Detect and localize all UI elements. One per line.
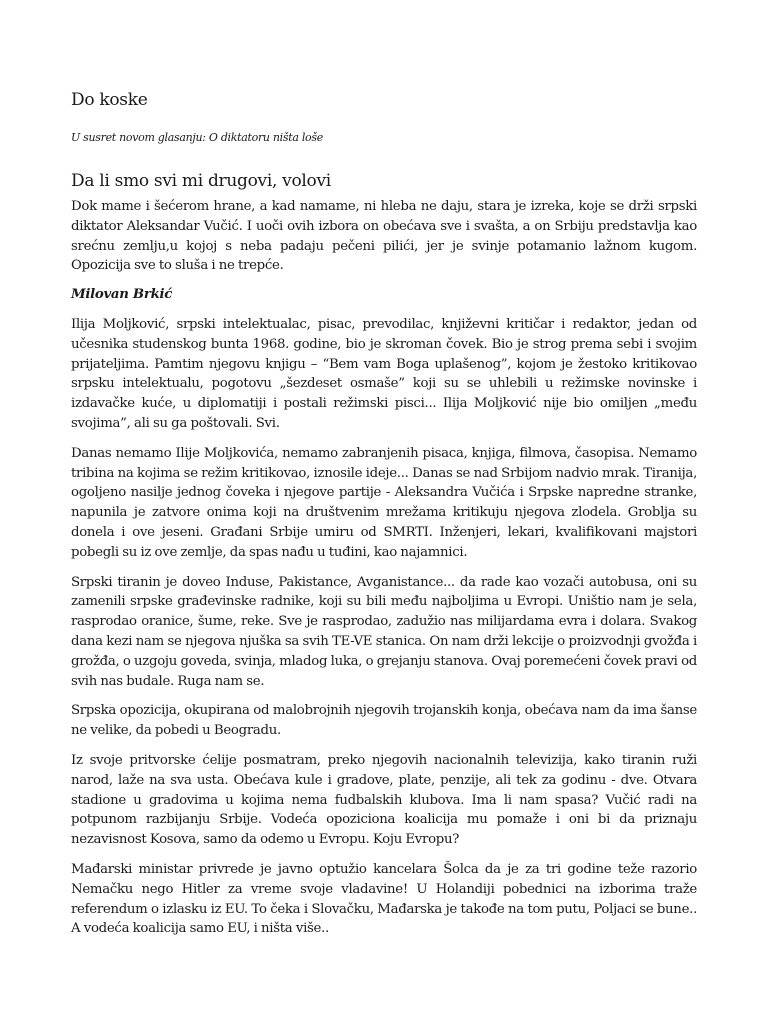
body-paragraph: Ilija Moljković, srpski intelektualac, pisac, prevodilac, književni kritičar i redaktor, jedan od učesnika studenskog bunta 1968. godine, bio je skroman čovek. Bio je strog prema sebi i svojim prijateljima. Pamtim njegovu knjigu – “Bem vam Boga uplašenog”, kojom je žestoko kritikovao srpsku intelektualu, pogotovu „šezdeset osmaše” koji su se uhlebili u režimske novinske i izdavačke kuće, u diplomatiji i postali režimski pisci... Ilija Moljković nije bio omiljen „među svojima”, ali su ga poštovali. Svi.	[71, 316, 697, 431]
body-paragraph: Mađarski ministar privrede je javno optužio kancelara Šolca da je za tri godine teže razorio Nemačku nego Hitler za vreme svoje vladavine! U Holandiji pobednici na izborima traže referendum o izlasku iz EU. To čeka i Slovačku, Mađarska je takođe na tom putu, Poljaci se bune.. A vodeća koalicija samo EU, i ništa više..	[71, 861, 697, 937]
body-paragraph: Danas nemamo Ilije Moljkovića, nemamo zabranjenih pisaca, knjiga, filmova, časopisa. Nemamo tribina na kojima se režim kritikovao, iznosile ideje... Danas se nad Srbijom nadvio mrak. Tiranija, ogoljeno nasilje jednog čoveka i njegove partije - Aleksandra Vučića i Srpske napredne stranke, napunila je zatvore onima koji na društvenim mrežama kritikuju njegova zlodela. Groblja su donela i ove jeseni. Građani Srbije umiru od SMRTI. Inženjeri, lekari, kvalifikovani majstori pobegli su iz ove zemlje, da spas nađu u tuđini, kao najamnici.	[71, 445, 697, 560]
author-name: Milovan Brkić	[71, 287, 173, 303]
body-paragraph: Srpski tiranin je doveo Induse, Pakistance, Avganistance... da rade kao vozači autobusa, oni su zamenili srpske građevinske radnike, koji su bili među najboljima u Evropi. Uništio nam je sela, rasprodao oranice, šume, reke. Sve je rasprodao, zadužio nas milijardama evra i dolara. Svakog dana kezi nam se njegova njuška sa svih TE-VE stanica. On nam drži lekcije o proizvodnji gvožđa i grožđa, o uzgoju goveda, svinja, mladog luka, o grejanju stanova. Ovaj poremećeni čovek pravi od svih nas budale. Ruga nam se.	[71, 574, 697, 689]
intro-paragraph: Dok mame i šećerom hrane, a kad namame, ni hleba ne daju, stara je izreka, koje se drži srpski diktator Aleksandar Vučić. I uoči ovih izbora on obećava sve i svašta, a on Srbiju predstavlja kao srećnu zemlju,u kojoj s neba padaju pečeni pilići, jer je svinje potamanio lažnom kugom. Opozicija sve to sluša i ne trepće.	[71, 199, 697, 274]
article-heading: Da li smo svi mi drugovi, volovi	[71, 171, 331, 191]
document-subtitle: U susret novom glasanju: O diktatoru ništa loše	[71, 131, 323, 144]
document-page	[71, 88, 697, 939]
document-title: Do koske	[71, 90, 148, 110]
body-paragraph: Iz svoje pritvorske ćelije posmatram, preko njegovih nacionalnih televizija, kako tiranin ruži narod, laže na sva usta. Obećava kule i gradove, plate, penzije, ali tek za godinu - dve. Otvara stadione u gradovima u kojima nema fudbalskih klubova. Ima li nam spasa? Vučić radi na potpunom razbijanju Srbije. Vodeća opoziciona koalicija mu pomaže i oni bi da priznaju nezavisnost Kosova, samo da odemo u Evropu. Koju Evropu?	[71, 752, 697, 848]
body-paragraph: Srpska opozicija, okupirana od malobrojnih njegovih trojanskih konja, obećava nam da ima šanse ne velike, da pobedi u Beogradu.	[71, 703, 697, 739]
